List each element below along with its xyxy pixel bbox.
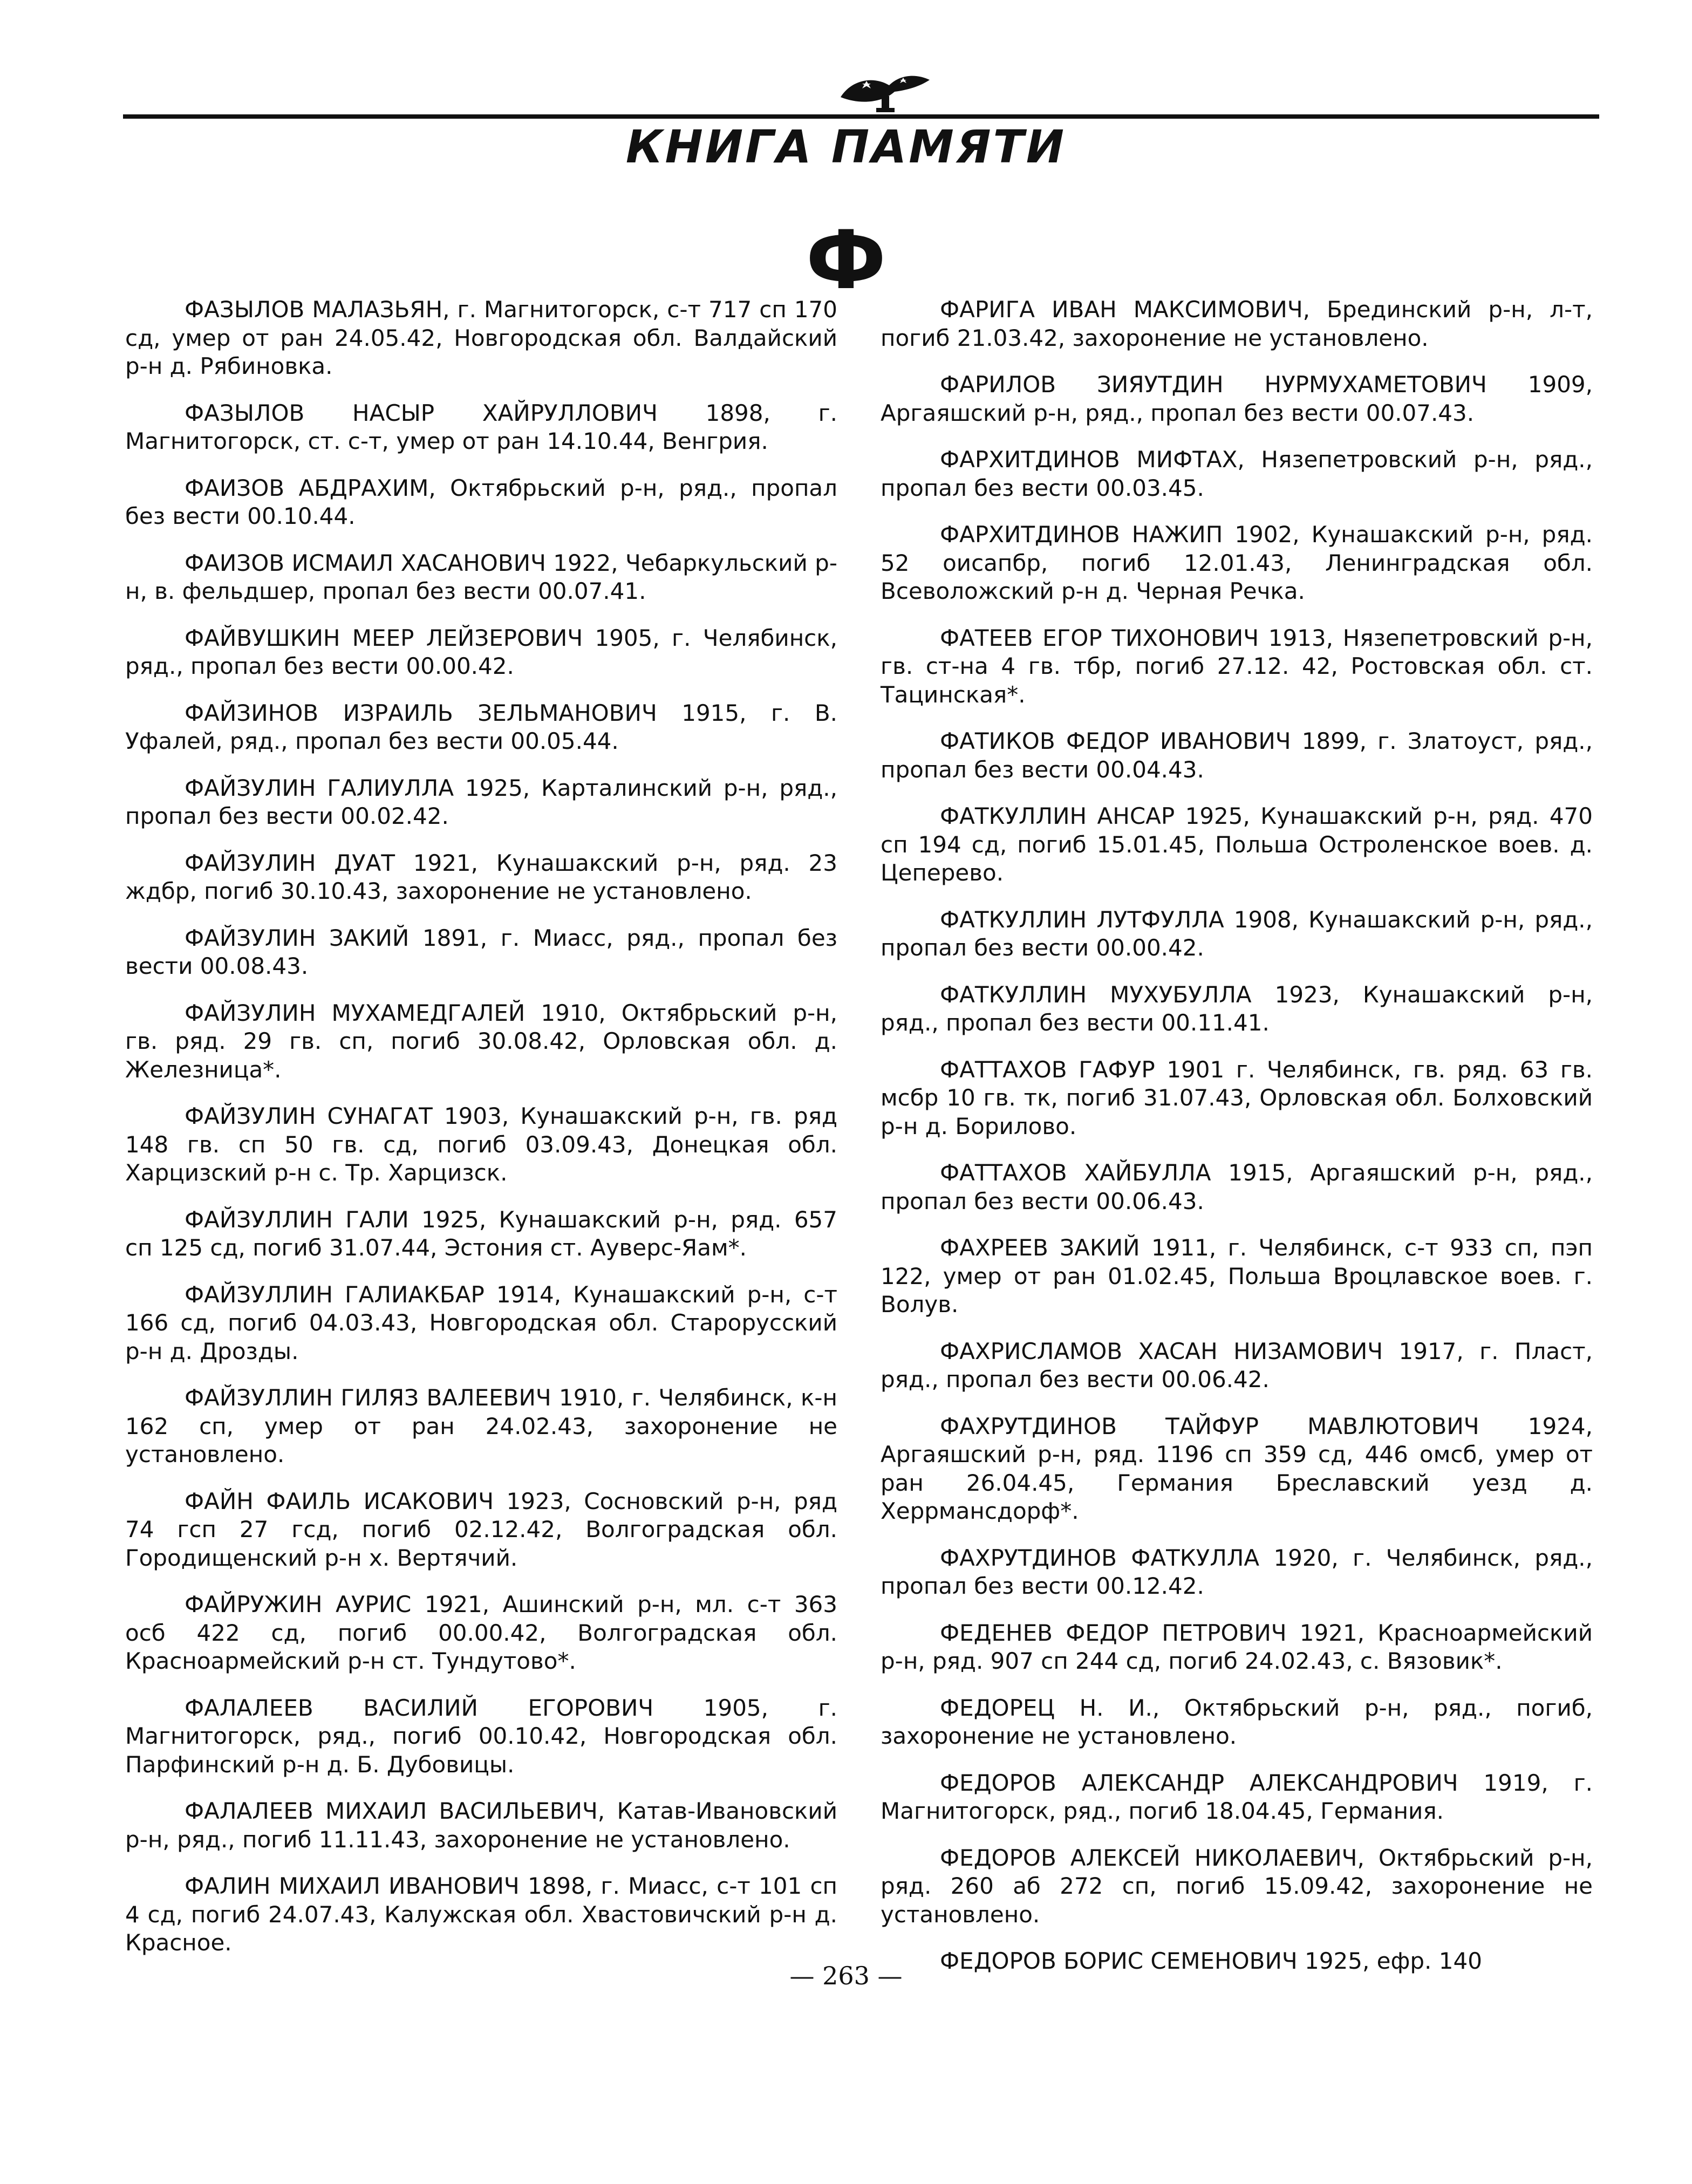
list-item: ФАЙЗУЛЛИН ГАЛИ 1925, Кунашакский р-н, ряд. 657 сп 125 сд, погиб 31.07.44, Эстония ст. Ауверс-Яам*.	[125, 1206, 837, 1261]
list-item: ФАРХИТДИНОВ МИФТАХ, Нязепетровский р-н, ряд., пропал без вести 00.03.45.	[881, 446, 1593, 501]
list-item: ФАХРУТДИНОВ ТАЙФУР МАВЛЮТОВИЧ 1924, Аргаяшский р-н, ряд. 1196 сп 359 сд, 446 омсб, умер от ран 26.04.45, Германия Бреславский уезд д. Херрмансдорф*.	[881, 1412, 1593, 1524]
list-item: ФАЛАЛЕЕВ ВАСИЛИЙ ЕГОРОВИЧ 1905, г. Магнитогорск, ряд., погиб 00.10.42, Новгородская обл. Парфинский р-н д. Б. Дубовицы.	[125, 1694, 837, 1778]
list-item: ФАЙЗУЛИН ЗАКИЙ 1891, г. Миасс, ряд., пропал без вести 00.08.43.	[125, 924, 837, 979]
list-item: ФАРИГА ИВАН МАКСИМОВИЧ, Брединский р-н, л-т, погиб 21.03.42, захоронение не установлено.	[881, 296, 1593, 351]
book-title: КНИГА ПАМЯТИ	[625, 120, 1067, 173]
list-item: ФАЙН ФАИЛЬ ИСАКОВИЧ 1923, Сосновский р-н, ряд 74 гсп 27 гсд, погиб 02.12.42, Волгоградская обл. Городищенский р-н х. Вертячий.	[125, 1487, 837, 1571]
left-column	[125, 296, 837, 1976]
header-rule	[123, 114, 1599, 119]
list-item: ФАЙЗИНОВ ИЗРАИЛЬ ЗЕЛЬМАНОВИЧ 1915, г. В. Уфалей, ряд., пропал без вести 00.05.44.	[125, 699, 837, 754]
list-item: ФАЙВУШКИН МЕЕР ЛЕЙЗЕРОВИЧ 1905, г. Челябинск, ряд., пропал без вести 00.00.42.	[125, 624, 837, 679]
list-item: ФАИЗОВ ИСМАИЛ ХАСАНОВИЧ 1922, Чебаркульский р-н, в. фельдшер, пропал без вести 00.07.41.	[125, 549, 837, 604]
list-item: ФАЛИН МИХАИЛ ИВАНОВИЧ 1898, г. Миасс, с-т 101 сп 4 сд, погиб 24.07.43, Калужская обл. Хвастовичский р-н д. Красное.	[125, 1873, 837, 1956]
list-item: ФАТКУЛЛИН МУХУБУЛЛА 1923, Кунашакский р-н, ряд., пропал без вести 00.11.41.	[881, 981, 1593, 1036]
list-item: ФАХРЕЕВ ЗАКИЙ 1911, г. Челябинск, с-т 933 сп, пэп 122, умер от ран 01.02.45, Польша Вроцлавское воев. г. Волув.	[881, 1234, 1593, 1318]
list-item: ФАТТАХОВ ХАЙБУЛЛА 1915, Аргаяшский р-н, ряд., пропал без вести 00.06.43.	[881, 1159, 1593, 1214]
list-item: ФАТЕЕВ ЕГОР ТИХОНОВИЧ 1913, Нязепетровский р-н, гв. ст-на 4 гв. тбр, погиб 27.12. 42, Ростовская обл. ст. Тацинская*.	[881, 624, 1593, 708]
list-item: ФЕДЕНЕВ ФЕДОР ПЕТРОВИЧ 1921, Красноармейский р-н, ряд. 907 сп 244 сд, погиб 24.02.43, с. Вязовик*.	[881, 1619, 1593, 1674]
list-item: ФАХРУТДИНОВ ФАТКУЛЛА 1920, г. Челябинск, ряд., пропал без вести 00.12.42.	[881, 1544, 1593, 1599]
list-item: ФАЗЫЛОВ НАСЫР ХАЙРУЛЛОВИЧ 1898, г. Магнитогорск, ст. с-т, умер от ран 14.10.44, Венгрия.	[125, 399, 837, 454]
list-item: ФАТТАХОВ ГАФУР 1901 г. Челябинск, гв. ряд. 63 гв. мсбр 10 гв. тк, погиб 31.07.43, Орловская обл. Болховский р-н д. Борилово.	[881, 1056, 1593, 1139]
list-item: ФАЙЗУЛЛИН ГАЛИАКБАР 1914, Кунашакский р-н, с-т 166 сд, погиб 04.03.43, Новгородская обл. Старорусский р-н д. Дрозды.	[125, 1281, 837, 1364]
section-letter: Ф	[806, 214, 886, 308]
list-item: ФАЙЗУЛИН МУХАМЕДГАЛЕЙ 1910, Октябрьский р-н, гв. ряд. 29 гв. сп, погиб 30.08.42, Орловская обл. д. Железница*.	[125, 999, 837, 1083]
list-item: ФЕДОРОВ АЛЕКСАНДР АЛЕКСАНДРОВИЧ 1919, г. Магнитогорск, ряд., погиб 18.04.45, Германия.	[881, 1769, 1593, 1824]
list-item: ФЕДОРЕЦ Н. И., Октябрьский р-н, ряд., погиб, захоронение не установлено.	[881, 1694, 1593, 1749]
page-number: — 263 —	[789, 1961, 903, 1990]
list-item: ФАЙЗУЛИН ГАЛИУЛЛА 1925, Карталинский р-н, ряд., пропал без вести 00.02.42.	[125, 774, 837, 829]
list-item: ФАТИКОВ ФЕДОР ИВАНОВИЧ 1899, г. Златоуст, ряд., пропал без вести 00.04.43.	[881, 728, 1593, 783]
list-item: ФАРИЛОВ ЗИЯУТДИН НУРМУХАМЕТОВИЧ 1909, Аргаяшский р-н, ряд., пропал без вести 00.07.43.	[881, 371, 1593, 426]
laurel-star-emblem-icon	[830, 64, 938, 118]
list-item: ФАТКУЛЛИН ЛУТФУЛЛА 1908, Кунашакский р-н, ряд., пропал без вести 00.00.42.	[881, 906, 1593, 961]
list-item: ФАХРИСЛАМОВ ХАСАН НИЗАМОВИЧ 1917, г. Пласт, ряд., пропал без вести 00.06.42.	[881, 1337, 1593, 1393]
list-item: ФАЗЫЛОВ МАЛАЗЬЯН, г. Магнитогорск, с-т 717 сп 170 сд, умер от ран 24.05.42, Новгородская обл. Валдайский р-н д. Рябиновка.	[125, 296, 837, 379]
list-item: ФАЙЗУЛЛИН ГИЛЯЗ ВАЛЕЕВИЧ 1910, г. Челябинск, к-н 162 сп, умер от ран 24.02.43, захоронение не установлено.	[125, 1384, 837, 1468]
list-item: ФАЛАЛЕЕВ МИХАИЛ ВАСИЛЬЕВИЧ, Катав-Ивановский р-н, ряд., погиб 11.11.43, захоронение не установлено.	[125, 1798, 837, 1853]
list-item: ФАЙРУЖИН АУРИС 1921, Ашинский р-н, мл. с-т 363 осб 422 сд, погиб 00.00.42, Волгоградская обл. Красноармейский р-н ст. Тундутово*.	[125, 1591, 837, 1674]
list-item: ФАЙЗУЛИН ДУАТ 1921, Кунашакский р-н, ряд. 23 ждбр, погиб 30.10.43, захоронение не установлено.	[125, 849, 837, 904]
list-item: ФАЙЗУЛИН СУНАГАТ 1903, Кунашакский р-н, гв. ряд 148 гв. сп 50 гв. сд, погиб 03.09.43, Донецкая обл. Харцизский р-н с. Тр. Харцизск.	[125, 1103, 837, 1186]
list-item: ФЕДОРОВ АЛЕКСЕЙ НИКОЛАЕВИЧ, Октябрьский р-н, ряд. 260 аб 272 сп, погиб 15.09.42, захоронение не установлено.	[881, 1844, 1593, 1928]
list-item: ФАИЗОВ АБДРАХИМ, Октябрьский р-н, ряд., пропал без вести 00.10.44.	[125, 474, 837, 529]
list-item: ФАРХИТДИНОВ НАЖИП 1902, Кунашакский р-н, ряд. 52 оисапбр, погиб 12.01.43, Ленинградская обл. Всеволожский р-н д. Черная Речка.	[881, 521, 1593, 604]
list-item: ФАТКУЛЛИН АНСАР 1925, Кунашакский р-н, ряд. 470 сп 194 сд, погиб 15.01.45, Польша Остроленское воев. д. Цеперево.	[881, 803, 1593, 886]
right-column	[881, 296, 1593, 1994]
list-item: ФЕДОРОВ БОРИС СЕМЕНОВИЧ 1925, ефр. 140	[940, 1948, 1482, 1974]
